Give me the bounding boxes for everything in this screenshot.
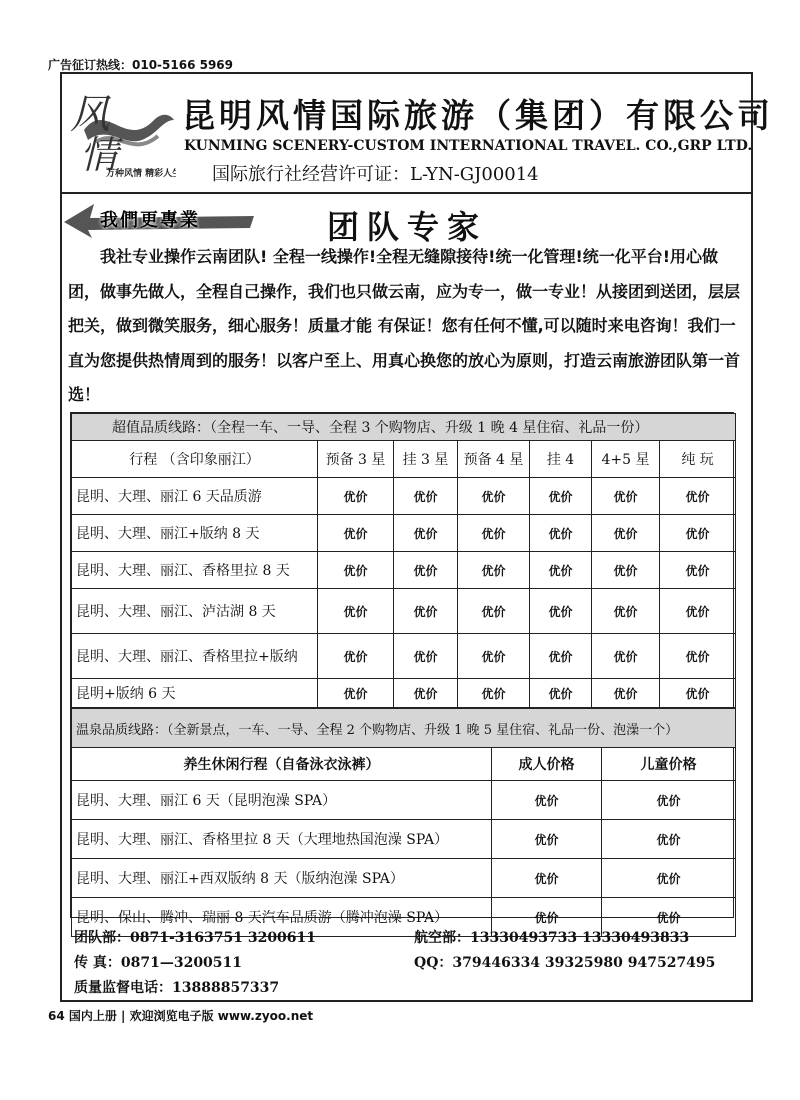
price-cell: 优价	[592, 679, 660, 708]
price-cell: 优价	[592, 478, 660, 515]
table-row	[72, 515, 736, 552]
logo-char-1: 风	[70, 92, 110, 138]
price-cell: 优价	[530, 589, 592, 634]
premium-banner-row	[72, 414, 736, 441]
price-cell: 优价	[530, 679, 592, 708]
price-cell: 优价	[530, 478, 592, 515]
company-header	[62, 74, 774, 194]
table-row	[72, 552, 736, 589]
contact-row	[74, 976, 744, 1001]
route-cell: 昆明、大理、丽江 6 天品质游	[72, 478, 318, 515]
price-cell: 优价	[318, 478, 394, 515]
premium-route-table	[71, 413, 736, 708]
header-col: 预备 4 星	[458, 441, 530, 478]
table-row	[72, 478, 736, 515]
fax-number: 传 真：0871—3200511	[74, 955, 243, 971]
header-col: 4+5 星	[592, 441, 660, 478]
price-cell: 优价	[660, 552, 736, 589]
price-cell: 优价	[394, 634, 458, 679]
contact-row	[74, 951, 744, 976]
route-tables	[70, 412, 734, 926]
company-name-cn: 昆明风情国际旅游（集团）有限公司	[182, 96, 774, 135]
price-cell: 优价	[458, 552, 530, 589]
price-cell: 优价	[530, 634, 592, 679]
header-route: 养生休闲行程（自备泳衣泳裤）	[72, 748, 492, 781]
qq-numbers: QQ：379446334 39325980 947527495	[414, 955, 716, 971]
table-row	[72, 634, 736, 679]
price-cell: 优价	[318, 589, 394, 634]
logo-char-2: 情	[80, 133, 119, 177]
ad-frame	[60, 72, 774, 1002]
price-cell: 优价	[394, 515, 458, 552]
route-cell: 昆明、保山、腾冲、瑞丽 8 天汽车品质游（腾冲泡澡 SPA）	[72, 898, 492, 937]
header-adult: 成人价格	[492, 748, 602, 781]
quality-phone: 质量监督电话：13888857337	[74, 980, 280, 996]
price-cell: 优价	[394, 552, 458, 589]
team-phone: 团队部：0871-3163751 3200611	[74, 930, 317, 946]
price-cell: 优价	[458, 478, 530, 515]
price-cell: 优价	[318, 634, 394, 679]
spa-route-table	[71, 708, 736, 937]
price-cell: 优价	[458, 515, 530, 552]
header-col: 预备 3 星	[318, 441, 394, 478]
license-number: 国际旅行社经营许可证：L-YN-GJ00014	[212, 164, 539, 185]
route-cell: 昆明、大理、丽江、香格里拉+版纳	[72, 634, 318, 679]
adult-price-cell: 优价	[492, 820, 602, 859]
route-cell: 昆明、大理、丽江 6 天（昆明泡澡 SPA）	[72, 781, 492, 820]
header-child: 儿童价格	[602, 748, 736, 781]
intro-paragraph	[68, 240, 746, 413]
adult-price-cell: 优价	[492, 781, 602, 820]
price-cell: 优价	[458, 679, 530, 708]
slogan-text: 我們更專業	[100, 210, 200, 231]
price-cell: 优价	[660, 589, 736, 634]
price-cell: 优价	[530, 515, 592, 552]
header-route: 行程 （含印象丽江）	[72, 441, 318, 478]
price-cell: 优价	[394, 679, 458, 708]
price-cell: 优价	[592, 589, 660, 634]
table-row	[72, 679, 736, 708]
child-price-cell: 优价	[602, 781, 736, 820]
price-cell: 优价	[660, 634, 736, 679]
spa-banner-row	[72, 709, 736, 748]
table-row	[72, 781, 736, 820]
price-cell: 优价	[660, 679, 736, 708]
price-cell: 优价	[318, 552, 394, 589]
price-cell: 优价	[530, 552, 592, 589]
price-cell: 优价	[660, 478, 736, 515]
air-phone: 航空部：13330493733 13330493833	[414, 930, 690, 946]
page-footer: 64 国内上册 | 欢迎浏览电子版 www.zyoo.net	[48, 1009, 314, 1023]
route-cell: 昆明、大理、丽江、泸沽湖 8 天	[72, 589, 318, 634]
table-row	[72, 820, 736, 859]
ad-hotline: 广告征订热线：010-5166 5969	[48, 58, 234, 72]
route-cell: 昆明、大理、丽江、香格里拉 8 天（大理地热国泡澡 SPA）	[72, 820, 492, 859]
spa-header-row	[72, 748, 736, 781]
adult-price-cell: 优价	[492, 859, 602, 898]
wave-logo-icon	[66, 80, 176, 188]
price-cell: 优价	[592, 552, 660, 589]
main-title: 团队专家	[327, 208, 488, 246]
route-cell: 昆明、大理、丽江+版纳 8 天	[72, 515, 318, 552]
table-row	[72, 859, 736, 898]
price-cell: 优价	[318, 679, 394, 708]
adult-price-cell: 优价	[492, 898, 602, 937]
company-name-en: KUNMING SCENERY-CUSTOM INTERNATIONAL TRAVEL. CO.,GRP LTD.	[184, 138, 753, 154]
logo-tagline: 万种风情 精彩人生	[106, 169, 176, 179]
premium-banner: 超值品质线路：（全程一车、一导、全程 3 个购物店、升级 1 晚 4 星住宿、礼品一份）	[72, 414, 736, 441]
contact-row	[74, 926, 744, 951]
child-price-cell: 优价	[602, 898, 736, 937]
route-cell: 昆明+版纳 6 天	[72, 679, 318, 708]
price-cell: 优价	[458, 634, 530, 679]
price-cell: 优价	[394, 589, 458, 634]
price-cell: 优价	[592, 515, 660, 552]
price-cell: 优价	[458, 589, 530, 634]
route-cell: 昆明、大理、丽江、香格里拉 8 天	[72, 552, 318, 589]
table-row	[72, 589, 736, 634]
intro-text: 我社专业操作云南团队! 全程一线操作!全程无缝隙接待!统一化管理!统一化平台!用心做团，做事先做人，全程自己操作，我们也只做云南，应为专一，做一专业！从接团到送团，层层把关，做到微笑服务，细心服务！质量才能 有保证！您有任何不懂,可以随时来电咨询！我们一直为您提供热情周到的服务！以客户至上、用真心换您的放心为原则，打造云南旅游团队第一首选！	[68, 247, 741, 404]
route-cell: 昆明、大理、丽江+西双版纳 8 天（版纳泡澡 SPA）	[72, 859, 492, 898]
table-header-row	[72, 441, 736, 478]
company-logo	[66, 80, 176, 188]
contact-info	[74, 926, 744, 1001]
header-col: 纯 玩	[660, 441, 736, 478]
price-cell: 优价	[394, 478, 458, 515]
header-col: 挂 3 星	[394, 441, 458, 478]
price-cell: 优价	[660, 515, 736, 552]
child-price-cell: 优价	[602, 820, 736, 859]
price-cell: 优价	[318, 515, 394, 552]
child-price-cell: 优价	[602, 859, 736, 898]
slogan-banner	[64, 202, 264, 238]
header-col: 挂 4	[530, 441, 592, 478]
price-cell: 优价	[592, 634, 660, 679]
spa-banner: 温泉品质线路：（全新景点，一车、一导、全程 2 个购物店、升级 1 晚 5 星住宿、礼品一份、泡澡一个）	[72, 709, 736, 748]
